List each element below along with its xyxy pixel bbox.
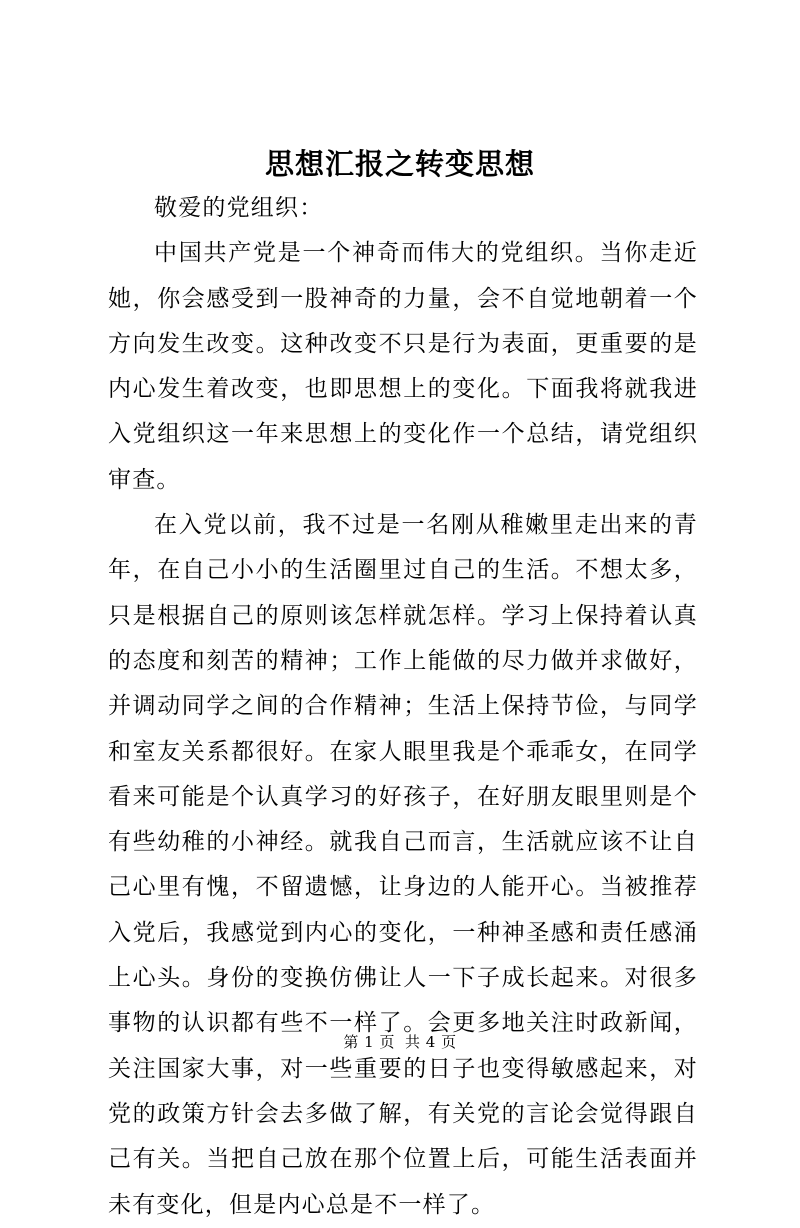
document-title: 思想汇报之转变思想 [264, 147, 535, 181]
paragraph-1: 中国共产党是一个神奇而伟大的党组织。当你走近她，你会感受到一股神奇的力量，会不自觉地朝着一个方向发生改变。这种改变不只是行为表面，更重要的是内心发生着改变，也即思想上的变化。下面我将就我进入党组织这一年来思想上的变化作一个总结，请党组织审查。 [108, 240, 698, 493]
page-footer [0, 1032, 800, 1052]
salutation: 敬爱的党组织： [154, 195, 324, 221]
paragraph-2: 在入党以前，我不过是一名刚从稚嫩里走出来的青年，在自己小小的生活圈里过自己的生活。不想太多，只是根据自己的原则该怎样就怎样。学习上保持着认真的态度和刻苦的精神；工作上能做的尽力做并求做好，并调动同学之间的合作精神；生活上保持节俭，与同学和室友关系都很好。在家人眼里我是个乖乖女，在同学看来可能是个认真学习的好孩子，在好朋友眼里则是个有些幼稚的小神经。就我自己而言，生活就应该不让自己心里有愧，不留遗憾，让身边的人能开心。当被推荐入党后，我感觉到内心的变化，一种神圣感和责任感涌上心头。身份的变换仿佛让人一下子成长起来。对很多事物的认识都有些不一样了。会更多地关注时政新闻，关注国家大事，对一些重要的日子也变得敏感起来，对党的政策方针会去多做了解，有关党的言论会觉得跟自己有关。当把自己放在那个位置上后，可能生活表面并未有变化，但是内心总是不一样了。 [108, 512, 698, 1218]
page-total: 共 4 页 [405, 1033, 457, 1051]
document-body [108, 186, 698, 1228]
page-number: 第 1 页 [343, 1033, 395, 1051]
